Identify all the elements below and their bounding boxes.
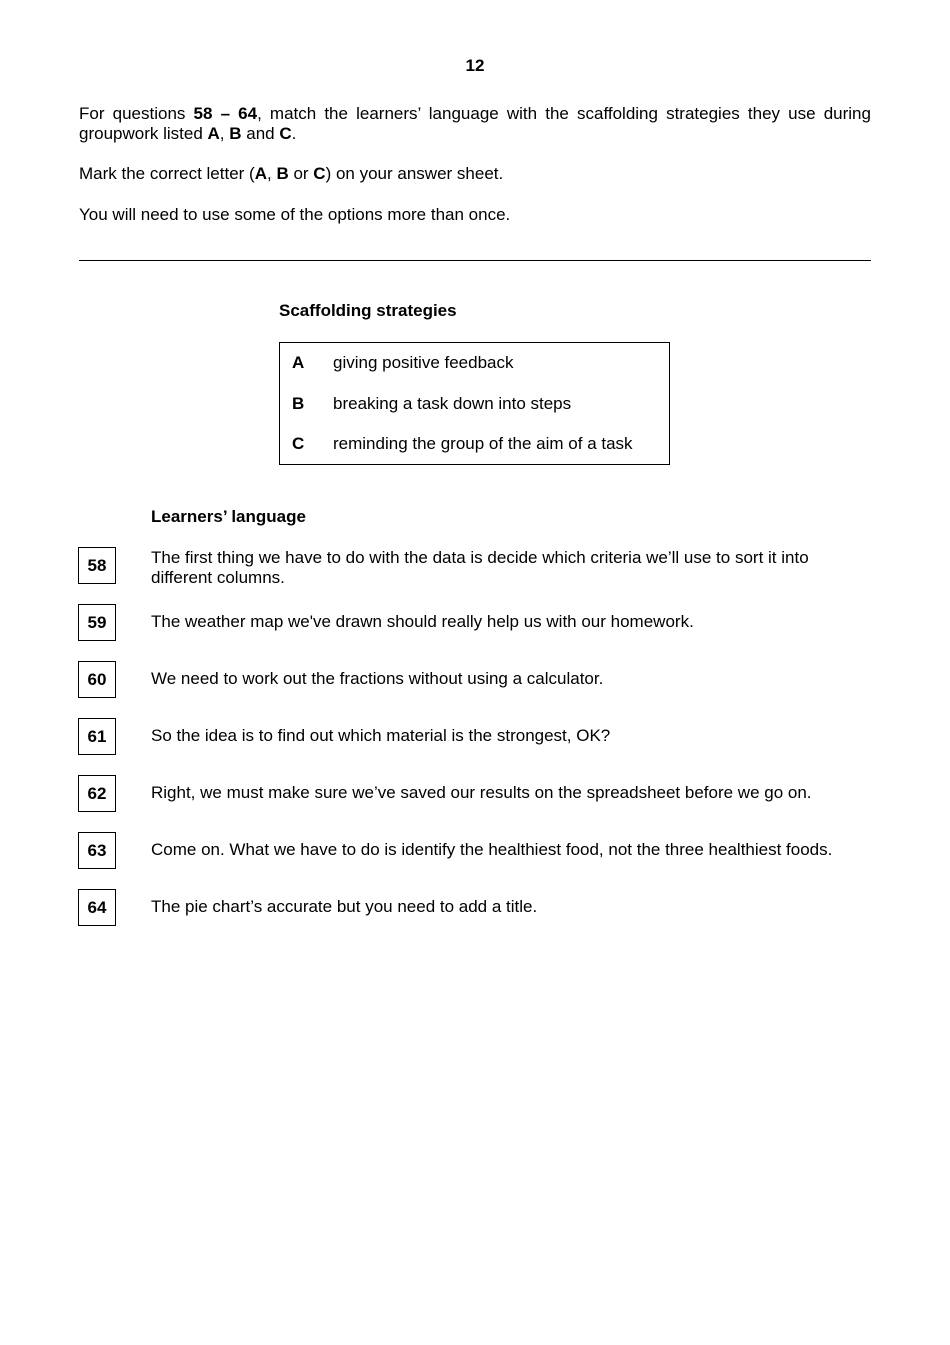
strategy-letter: B xyxy=(292,394,305,413)
instructions xyxy=(79,104,871,225)
strategy-option xyxy=(280,434,669,454)
question-text: So the idea is to find out which material is the strongest, OK? xyxy=(151,726,611,745)
answer-box-61[interactable]: 61 xyxy=(78,718,116,755)
strategy-letter: C xyxy=(292,434,305,453)
strategy-text: reminding the group of the aim of a task xyxy=(333,434,633,453)
page-number: 12 xyxy=(465,56,485,75)
answer-box-59[interactable]: 59 xyxy=(78,604,116,641)
question-text: We need to work out the fractions without using a calculator. xyxy=(151,669,604,688)
strategy-text: giving positive feedback xyxy=(333,353,514,372)
divider xyxy=(79,260,871,261)
answer-box-62[interactable]: 62 xyxy=(78,775,116,812)
answer-box-58[interactable]: 58 xyxy=(78,547,116,584)
instruction-reuse: You will need to use some of the options more than once. xyxy=(79,205,511,224)
question-text: The first thing we have to do with the data is decide which criteria we’ll use to sort it into different columns. xyxy=(151,548,809,587)
learners-language-heading: Learners’ language xyxy=(151,507,306,526)
question-text: The weather map we've drawn should really help us with our homework. xyxy=(151,612,694,631)
question-text: Right, we must make sure we’ve saved our results on the spreadsheet before we go on. xyxy=(151,783,812,802)
strategy-option xyxy=(280,353,669,373)
answer-box-63[interactable]: 63 xyxy=(78,832,116,869)
strategy-text: breaking a task down into steps xyxy=(333,394,572,413)
answer-box-64[interactable]: 64 xyxy=(78,889,116,926)
question-text: Come on. What we have to do is identify the healthiest food, not the three healthiest foods. xyxy=(151,840,833,859)
answer-box-60[interactable]: 60 xyxy=(78,661,116,698)
instruction-mark: Mark the correct letter (A, B or C) on your answer sheet. xyxy=(79,164,504,183)
strategies-heading: Scaffolding strategies xyxy=(279,301,457,320)
question-text: The pie chart’s accurate but you need to add a title. xyxy=(151,897,538,916)
instruction-match: For questions 58 – 64, match the learners’ language with the scaffolding strategies they use during groupwork listed A, B and C. xyxy=(79,104,871,143)
strategy-letter: A xyxy=(292,353,305,372)
strategies-box xyxy=(279,342,670,465)
strategy-option xyxy=(280,394,669,414)
